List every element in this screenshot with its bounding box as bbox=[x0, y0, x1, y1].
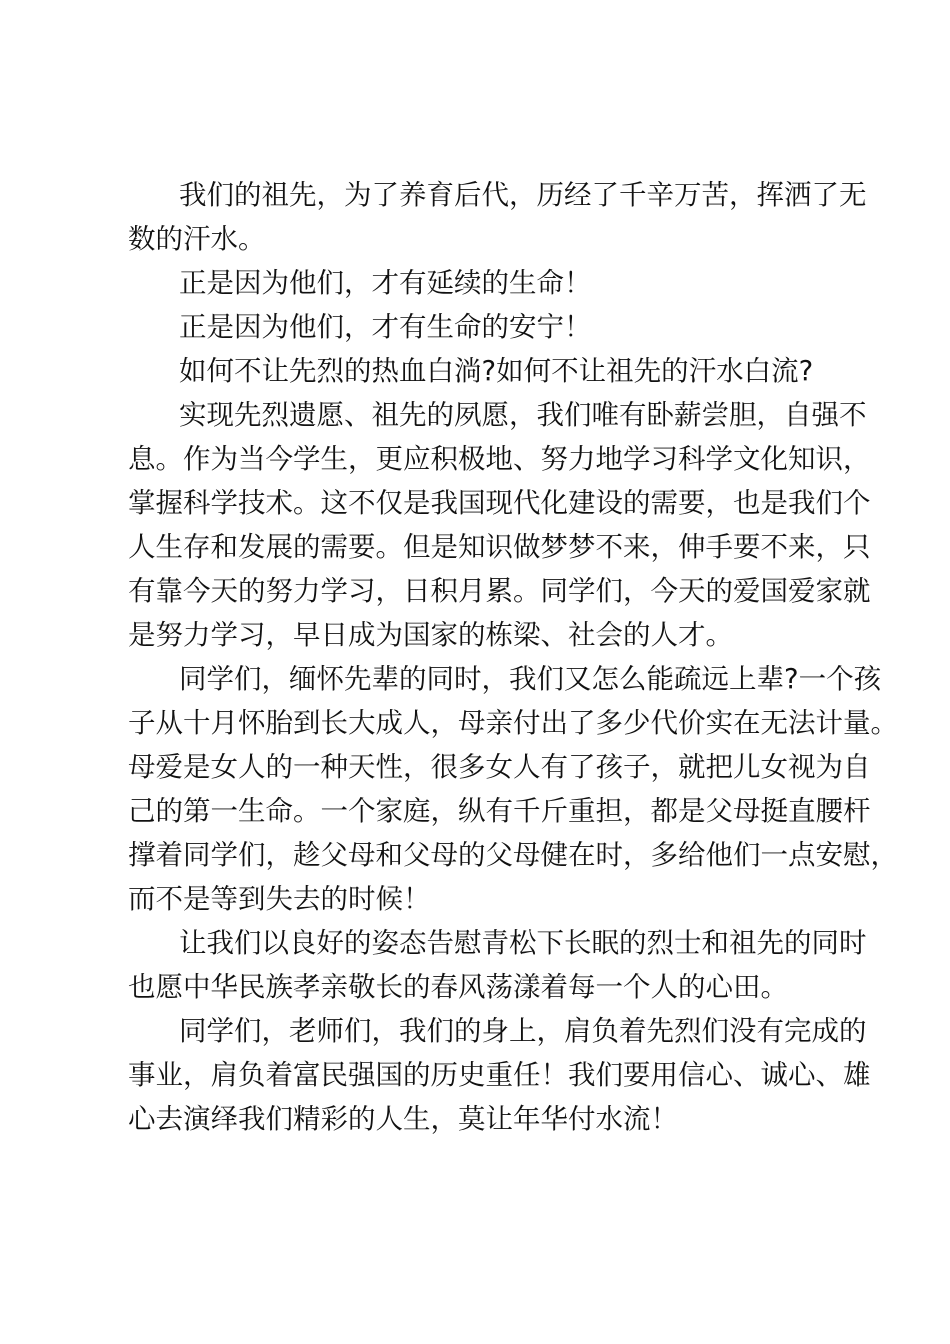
text-line: 掌握科学技术。这不仅是我国现代化建设的需要，也是我们个 bbox=[128, 487, 871, 519]
body-text bbox=[128, 173, 898, 1141]
text-line: 有靠今天的努力学习，日积月累。同学们，今天的爱国爱家就 bbox=[128, 575, 871, 607]
text-line: 撑着同学们，趁父母和父母的父母健在时，多给他们一点安慰， bbox=[128, 839, 898, 871]
text-line: 己的第一生命。一个家庭，纵有千斤重担，都是父母挺直腰杆 bbox=[128, 795, 871, 827]
text-line: 人生存和发展的需要。但是知识做梦梦不来，伸手要不来，只 bbox=[128, 531, 871, 563]
text-line: 而不是等到失去的时候！ bbox=[128, 883, 431, 915]
text-line: 实现先烈遗愿、祖先的夙愿，我们唯有卧薪尝胆，自强不 bbox=[179, 399, 867, 431]
text-line: 同学们，老师们，我们的身上，肩负着先烈们没有完成的 bbox=[179, 1015, 867, 1047]
text-line: 数的汗水。 bbox=[128, 223, 266, 255]
text-line: 正是因为他们，才有延续的生命！ bbox=[179, 267, 592, 299]
text-line: 让我们以良好的姿态告慰青松下长眠的烈士和祖先的同时 bbox=[179, 927, 867, 959]
text-line: 母爱是女人的一种天性，很多女人有了孩子，就把儿女视为自 bbox=[128, 751, 871, 783]
text-line: 我们的祖先，为了养育后代，历经了千辛万苦，挥洒了无 bbox=[179, 179, 867, 211]
text-line: 如何不让先烈的热血白淌?如何不让祖先的汗水白流? bbox=[179, 355, 814, 387]
text-line: 事业，肩负着富民强国的历史重任！我们要用信心、诚心、雄 bbox=[128, 1059, 871, 1091]
text-line: 息。作为当今学生，更应积极地、努力地学习科学文化知识， bbox=[128, 443, 871, 475]
text-line: 也愿中华民族孝亲敬长的春风荡漾着每一个人的心田。 bbox=[128, 971, 788, 1003]
text-line: 心去演绎我们精彩的人生，莫让年华付水流！ bbox=[128, 1103, 678, 1135]
text-line: 子从十月怀胎到长大成人，母亲付出了多少代价实在无法计量。 bbox=[128, 707, 898, 739]
text-line: 同学们，缅怀先辈的同时，我们又怎么能疏远上辈?一个孩 bbox=[179, 663, 882, 695]
text-line: 正是因为他们，才有生命的安宁！ bbox=[179, 311, 592, 343]
text-line: 是努力学习，早日成为国家的栋梁、社会的人才。 bbox=[128, 619, 733, 651]
